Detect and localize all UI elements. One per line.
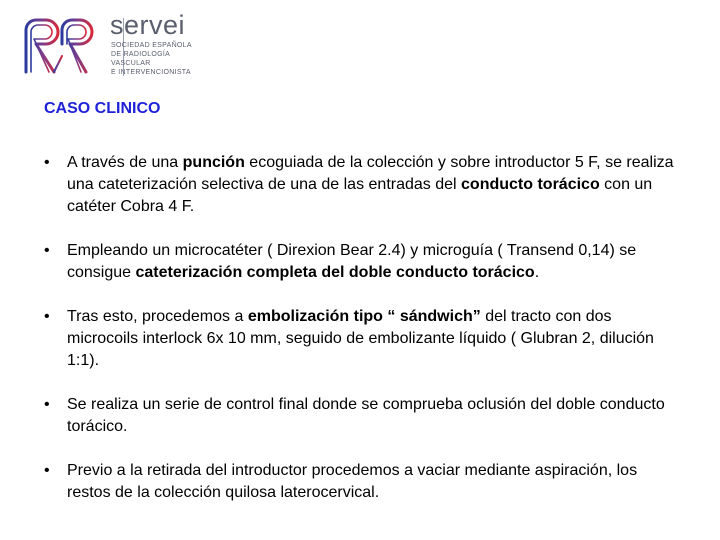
bullet-item (44, 306, 684, 372)
bullet-item (44, 152, 684, 218)
bullet-item (44, 394, 684, 438)
bullet-text: Empleando un microcatéter ( Direxion Bear 2.4) y microguía ( Transend 0,14) se consigue cateterización completa del doble conducto torácico. (67, 242, 637, 281)
bullet-icon: • (44, 308, 50, 325)
bullet-item (44, 240, 684, 284)
brand-subtitle-line: DE RADIOLOGÍA (111, 51, 171, 58)
bullet-icon: • (44, 396, 50, 413)
bullet-emphasis: cateterización completa del doble conducto torácico (135, 264, 535, 281)
slide-title: CASO CLINICO (44, 100, 161, 117)
bullet-icon: • (44, 242, 50, 259)
brand-subtitle-line: SOCIEDAD ESPAÑOLA (111, 42, 192, 49)
brand-name: servei (110, 10, 186, 40)
bullet-text: Se realiza un serie de control final donde se comprueba oclusión del doble conducto torácico. (67, 396, 665, 435)
brand-subtitle-line: VASCULAR (111, 60, 151, 67)
servei-logo-mark-icon (22, 16, 94, 78)
bullet-emphasis: embolización tipo “ sándwich” (247, 308, 481, 325)
bullet-emphasis: conducto torácico (461, 176, 600, 193)
brand-subtitle (111, 41, 206, 77)
bullet-text: A través de una punción ecoguiada de la colección y sobre introductor 5 F, se realiza una cateterización selectiva de una de las entradas del conducto torácico con un catéter Cobra 4 F. (67, 154, 674, 215)
bullet-list (44, 152, 684, 526)
bullet-icon: • (44, 462, 50, 479)
brand-subtitle-line: E INTERVENCIONISTA (111, 69, 191, 76)
servei-logo (22, 10, 202, 80)
bullet-emphasis: punción (182, 154, 245, 171)
bullet-item (44, 460, 684, 504)
bullet-text: Tras esto, procedemos a embolización tipo “ sándwich” del tracto con dos microcoils interlock 6x 10 mm, seguido de embolizante líquido ( Glubran 2, dilución 1:1). (67, 308, 654, 369)
bullet-text: Previo a la retirada del introductor procedemos a vaciar mediante aspiración, los restos de la colección quilosa laterocervical. (67, 462, 638, 501)
bullet-icon: • (44, 154, 50, 171)
